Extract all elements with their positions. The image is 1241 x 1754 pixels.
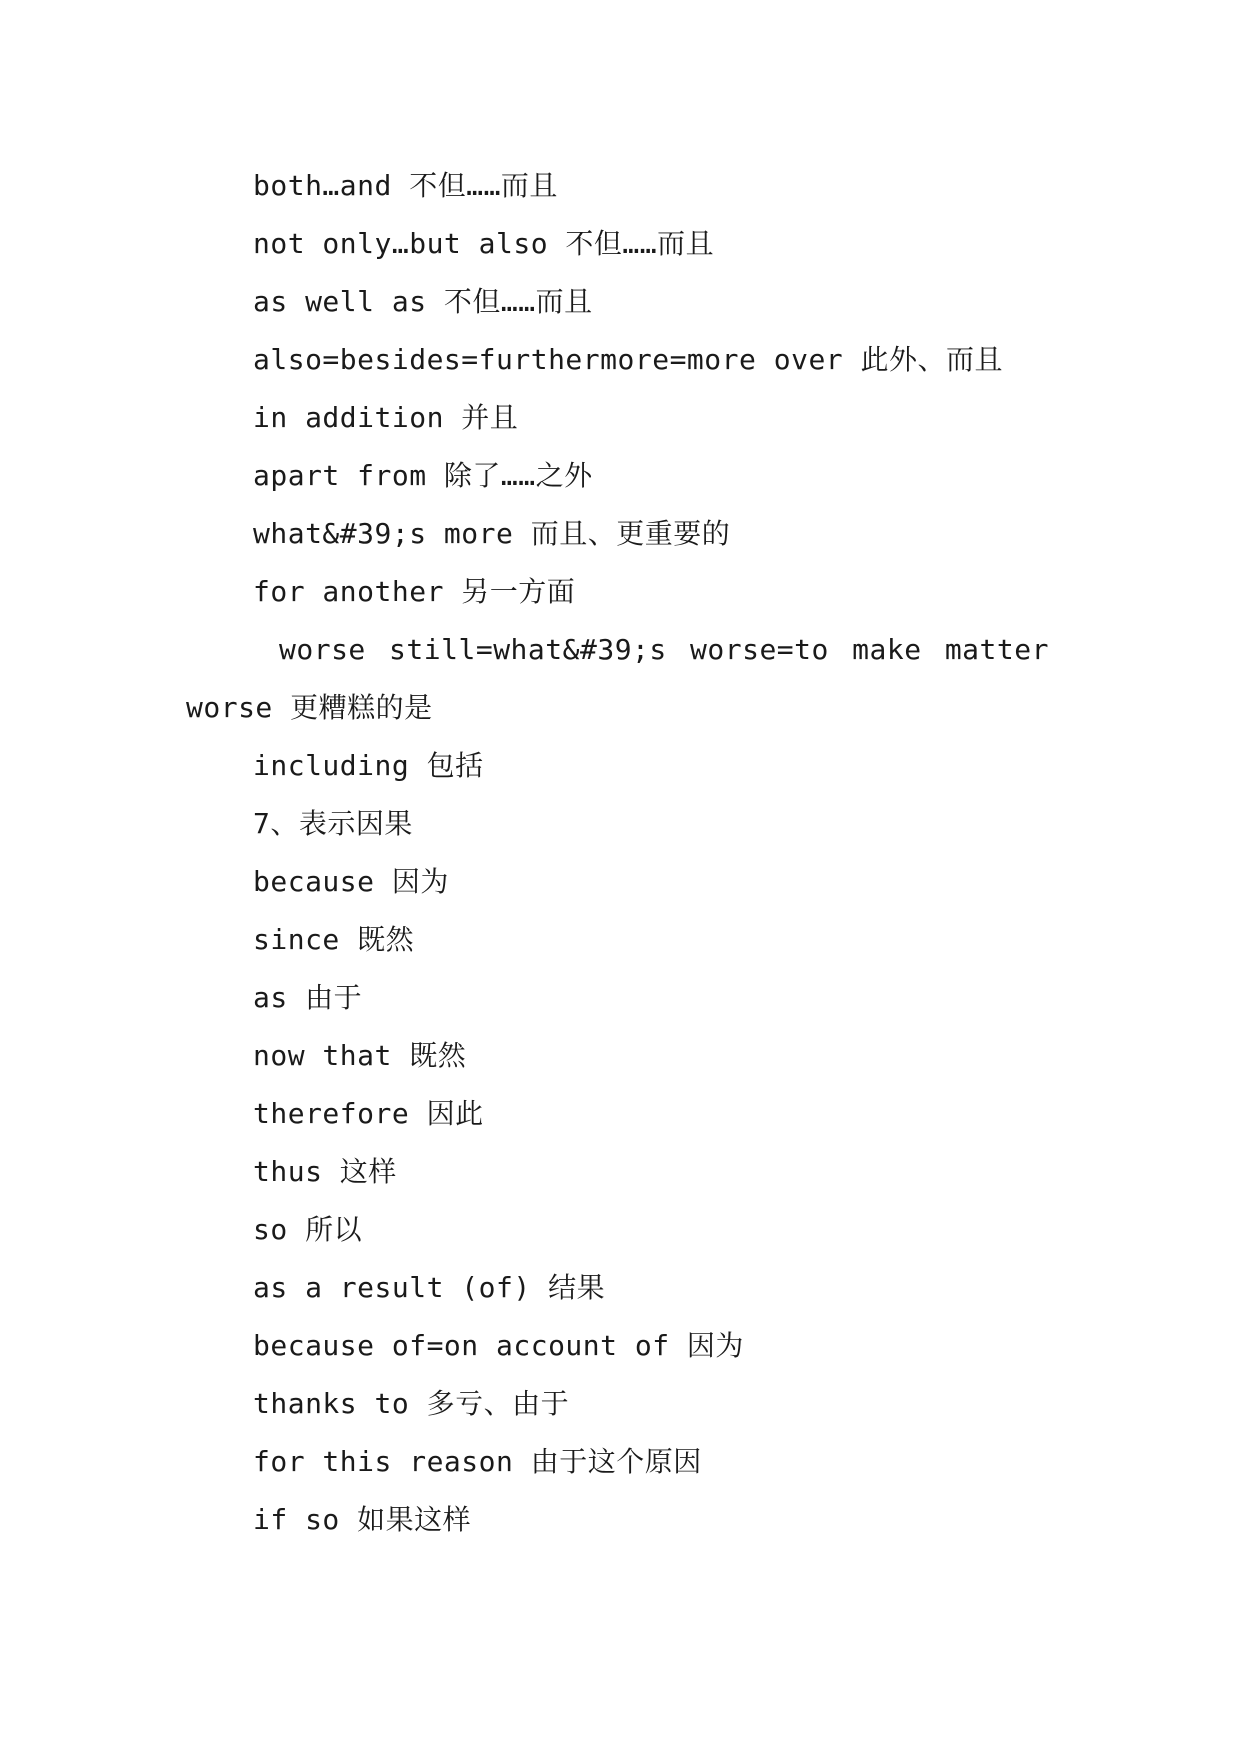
text-line: including 包括 xyxy=(253,749,484,782)
text-line: now that 既然 xyxy=(253,1039,467,1072)
word: still=what&#39;s xyxy=(389,633,667,666)
text-line: as a result (of) 结果 xyxy=(253,1271,606,1304)
text-line: thanks to 多亏、由于 xyxy=(253,1387,570,1420)
section-heading: 7、表示因果 xyxy=(253,807,413,840)
word: make xyxy=(852,633,922,666)
text-line: as well as 不但……而且 xyxy=(253,285,593,318)
word: worse=to xyxy=(690,633,829,666)
text-line: for another 另一方面 xyxy=(253,575,576,608)
word: worse xyxy=(279,633,366,666)
text-line: both…and 不但……而且 xyxy=(253,169,558,202)
text-line: in addition 并且 xyxy=(253,401,519,434)
text-line: what&#39;s more 而且、更重要的 xyxy=(253,517,731,550)
text-line: also=besides=furthermore=more over 此外、而且 xyxy=(253,343,1004,376)
text-line: because of=on account of 因为 xyxy=(253,1329,744,1362)
wrapped-paragraph-first-line xyxy=(279,633,1049,666)
text-line: because 因为 xyxy=(253,865,449,898)
text-line: as 由于 xyxy=(253,981,363,1014)
text-line: so 所以 xyxy=(253,1213,363,1246)
text-line: not only…but also 不但……而且 xyxy=(253,227,715,260)
text-line: thus 这样 xyxy=(253,1155,397,1188)
text-line: if so 如果这样 xyxy=(253,1503,472,1536)
word: matter xyxy=(944,633,1049,666)
text-line: therefore 因此 xyxy=(253,1097,484,1130)
text-line: for this reason 由于这个原因 xyxy=(253,1445,702,1478)
text-line: apart from 除了……之外 xyxy=(253,459,593,492)
text-line: since 既然 xyxy=(253,923,415,956)
wrapped-paragraph-continuation: worse 更糟糕的是 xyxy=(186,691,433,724)
